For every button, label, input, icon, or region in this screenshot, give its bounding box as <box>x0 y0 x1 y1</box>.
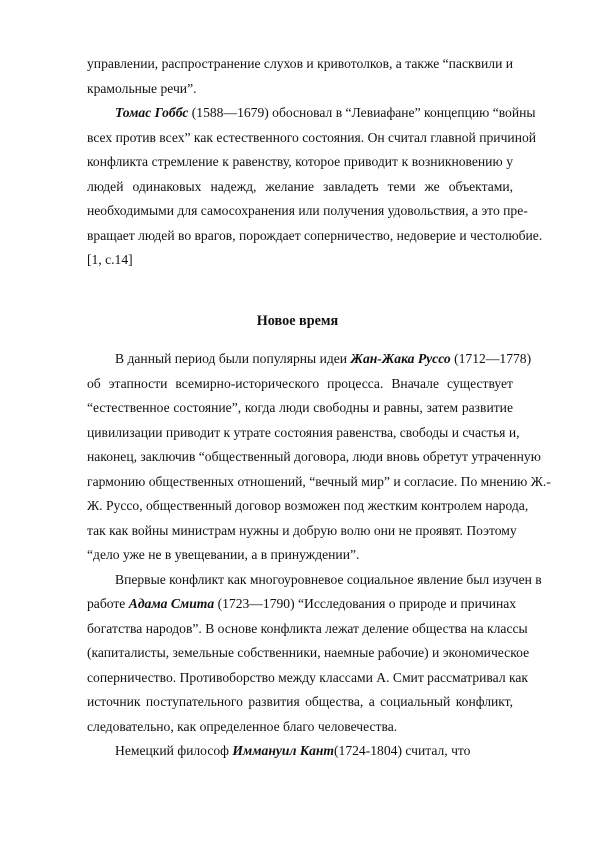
text-line: всех против всех” как естественного состояния. Он считал главной причиной <box>87 130 537 145</box>
text-line: цивилизации приводит к утрате состояния равенства, свободы и счастья и, <box>87 425 520 440</box>
text-line: управлении, распространение слухов и кривотолков, а также “пасквили и <box>87 56 514 71</box>
text-line: наконец, заключив “общественный договора, люди вновь обретут утраченную <box>87 449 541 464</box>
text-line: так как войны министрам нужны и добрую волю они не проявят. Поэтому <box>87 523 517 538</box>
text-line: (капиталисты, земельные собственники, наемные рабочие) и экономическое <box>87 645 530 660</box>
person-name: Жан-Жака Руссо <box>350 351 451 366</box>
text-line: соперничество. Противоборство между классами А. Смит рассматривал как <box>87 670 529 685</box>
person-name: Томас Гоббс <box>115 105 189 120</box>
text-line: Немецкий философ Иммануил Кант(1724-1804) считал, что <box>115 743 471 758</box>
text-line: богатства народов”. В основе конфликта лежат деление общества на классы <box>87 621 528 636</box>
text-line: конфликта стремление к равенству, которое приводит к возникновению у <box>87 154 513 169</box>
text-line: источник поступательного развития общества, а социальный конфликт, <box>87 694 513 709</box>
text-line: вращает людей во врагов, порождает соперничество, недоверие и честолюбие. <box>87 228 543 243</box>
text-line: “естественное состояние”, когда люди свободны и равны, затем развитие <box>87 400 513 415</box>
text-line: следовательно, как определенное благо человечества. <box>87 719 398 734</box>
person-name: Иммануил Кант <box>232 743 335 758</box>
text-line: людей одинаковых надежд, желание завладеть теми же объектами, <box>87 179 513 194</box>
text-line: гармонию общественных отношений, “вечный мир” и согласие. По мнению Ж.- <box>87 474 551 489</box>
text-line: “дело уже не в увещевании, а в принуждении”. <box>87 547 360 562</box>
text-line: работе Адама Смита (1723—1790) “Исследования о природе и причинах <box>87 596 517 611</box>
text-line: Впервые конфликт как многоуровневое социальное явление был изучен в <box>115 572 542 587</box>
text-line: Томас Гоббс (1588—1679) обосновал в “Левиафане” концепцию “войны <box>115 105 536 120</box>
text-line: крамольные речи”. <box>87 81 197 96</box>
text-line: [1, с.14] <box>87 252 133 267</box>
text-line: В данный период были популярны идеи Жан-Жака Руссо (1712—1778) <box>115 351 532 366</box>
section-heading: Новое время <box>256 313 339 329</box>
person-name: Адама Смита <box>128 596 215 611</box>
text-line: необходимыми для самосохранения или получения удовольствия, а это пре- <box>87 203 528 218</box>
text-line: Ж. Руссо, общественный договор возможен под жестким контролем народа, <box>87 498 529 513</box>
text-line: об этапности всемирно-исторического процесса. Вначале существует <box>87 376 513 391</box>
